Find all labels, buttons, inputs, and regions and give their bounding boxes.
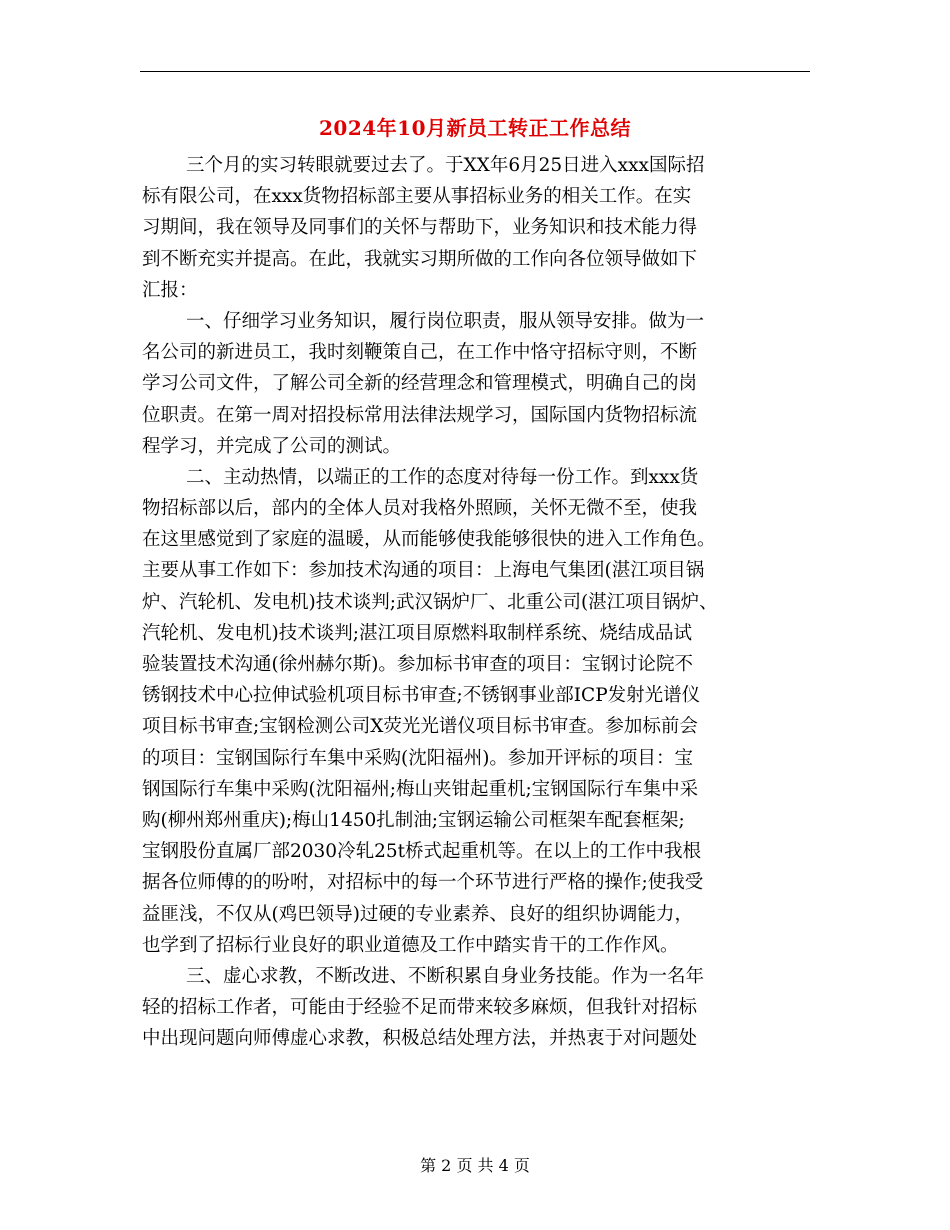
- body-line: 汽轮机、发电机)技术谈判;湛江项目原燃料取制样系统、烧结成品试: [142, 622, 692, 644]
- body-line: 钢国际行车集中采购(沈阳福州;梅山夹钳起重机;宝钢国际行车集中采: [142, 778, 699, 800]
- body-line: 的项目：宝钢国际行车集中采购(沈阳福州)。参加开评标的项目：宝: [142, 747, 693, 769]
- body-line: 三个月的实习转眼就要过去了。于XX年6月25日进入xxx国际招: [186, 155, 705, 176]
- body-line: 验装置技术沟通(徐州赫尔斯)。参加标书审查的项目：宝钢讨论院不: [142, 654, 693, 675]
- body-line: 二、主动热情，以端正的工作的态度对待每一份工作。到xxx货: [186, 466, 699, 488]
- body-line: 益匪浅，不仅从(鸡巴领导)过硬的专业素养、良好的组织协调能力，: [142, 903, 693, 925]
- body-line: 轻的招标工作者，可能由于经验不足而带来较多麻烦，但我针对招标: [142, 997, 698, 1019]
- document-body: [142, 150, 810, 1054]
- body-line: 也学到了招标行业良好的职业道德及工作中踏实肯干的工作作风。: [142, 934, 679, 956]
- body-line: 三、虚心求教，不断改进、不断积累自身业务技能。作为一名年: [186, 965, 705, 987]
- body-line: 主要从事工作如下：参加技术沟通的项目：上海电气集团(湛江项目锅: [142, 560, 705, 582]
- body-line: 炉、汽轮机、发电机)技术谈判;武汉锅炉厂、北重公司(湛江项目锅炉、: [142, 591, 718, 613]
- body-line: 名公司的新进员工，我时刻鞭策自己，在工作中恪守招标守则，不断: [142, 342, 698, 364]
- body-line: 购(柳州郑州重庆);梅山1450扎制油;宝钢运输公司框架车配套框架;: [142, 809, 685, 831]
- body-line: 标有限公司，在xxx货物招标部主要从事招标业务的相关工作。在实: [142, 186, 692, 208]
- body-line: 锈钢技术中心拉伸试验机项目标书审查;不锈钢事业部ICP发射光谱仪: [142, 685, 701, 707]
- body-line: 项目标书审查;宝钢检测公司X荧光光谱仪项目标书审查。参加标前会: [142, 716, 698, 738]
- document-title: 2024年10月新员工转正工作总结: [319, 116, 631, 140]
- body-line: 汇报：: [142, 279, 198, 301]
- body-line: 中出现问题向师傅虚心求教，积极总结处理方法，并热衷于对问题处: [142, 1028, 698, 1050]
- page-indicator: 第 2 页 共 4 页: [420, 1156, 530, 1175]
- body-line: 到不断充实并提高。在此，我就实习期所做的工作向各位领导做如下: [142, 248, 698, 270]
- body-line: 一、仔细学习业务知识，履行岗位职责，服从领导安排。做为一: [186, 310, 705, 332]
- body-line: 物招标部以后，部内的全体人员对我格外照顾，关怀无微不至，使我: [142, 498, 698, 520]
- body-line: 据各位师傅的的吩咐，对招标中的每一个环节进行严格的操作;使我受: [142, 872, 704, 894]
- header-rule: [140, 71, 810, 72]
- body-line: 在这里感觉到了家庭的温暖，从而能够使我能够很快的进入工作角色。: [142, 529, 716, 551]
- body-line: 学习公司文件，了解公司全新的经营理念和管理模式，明确自己的岗: [142, 373, 698, 395]
- body-line: 位职责。在第一周对招投标常用法律法规学习，国际国内货物招标流: [142, 404, 698, 426]
- body-line: 宝钢股份直属厂部2030冷轧25t桥式起重机等。在以上的工作中我根: [142, 841, 702, 863]
- body-line: 程学习，并完成了公司的测试。: [142, 435, 402, 457]
- body-line: 习期间，我在领导及同事们的关怀与帮助下，业务知识和技术能力得: [142, 217, 698, 239]
